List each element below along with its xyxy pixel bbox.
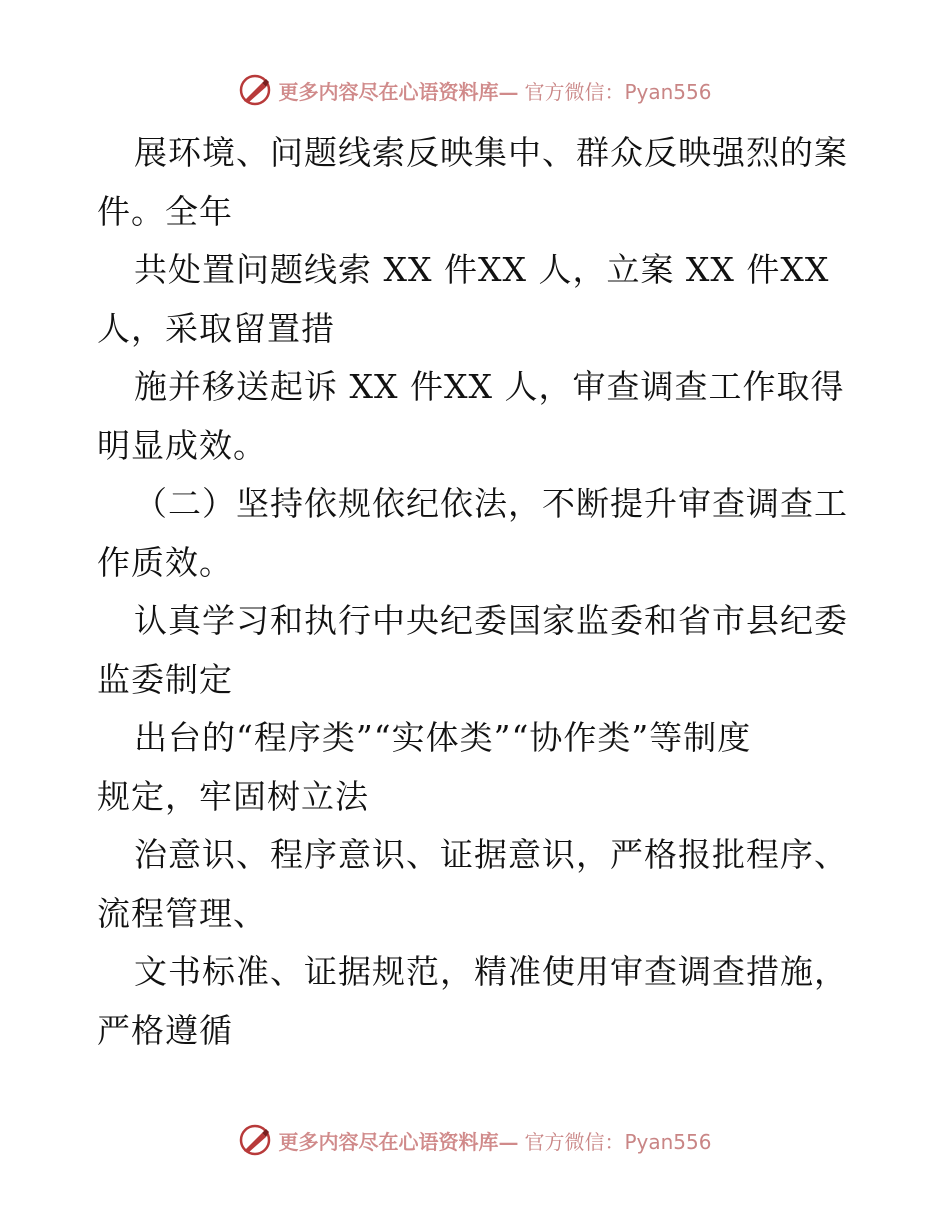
footer-watermark-banner [0,1120,950,1160]
text-line: 出台的“程序类”“实体类”“协作类”等制度 [134,718,752,757]
text-line: 明显成效。 [97,425,267,465]
text-line: 共处置问题线索 XX 件XX 人，立案 XX 件XX [134,250,830,289]
document-body [97,124,867,1060]
pen-logo-icon [238,73,272,107]
pen-logo-icon [238,1123,272,1157]
text-line: 严格遵循 [97,1010,233,1050]
text-line: 人，采取留置措 [97,308,335,348]
text-line: 作质效。 [97,542,233,582]
text-line: 认真学习和执行中央纪委国家监委和省市县纪委 [134,601,848,640]
banner-text: 更多内容尽在心语资料库— [278,1129,519,1154]
header-watermark-banner [0,70,950,110]
banner-contact: 官方微信：Pyan556 [524,79,712,104]
text-line: 规定，牢固树立法 [97,776,369,816]
banner-text: 更多内容尽在心语资料库— [278,79,519,104]
section-heading: （二）坚持依规依纪依法，不断提升审查调查工 [134,484,848,523]
banner-contact: 官方微信：Pyan556 [524,1129,712,1154]
text-line: 治意识、程序意识、证据意识，严格报批程序、 [134,835,848,874]
text-line: 文书标准、证据规范，精准使用审查调查措施， [134,952,848,991]
text-line: 施并移送起诉 XX 件XX 人，审查调查工作取得 [134,367,845,406]
text-line: 件。全年 [97,191,233,231]
text-line: 监委制定 [97,659,233,699]
text-line: 流程管理、 [97,893,267,933]
text-line: 展环境、问题线索反映集中、群众反映强烈的案 [134,133,848,172]
